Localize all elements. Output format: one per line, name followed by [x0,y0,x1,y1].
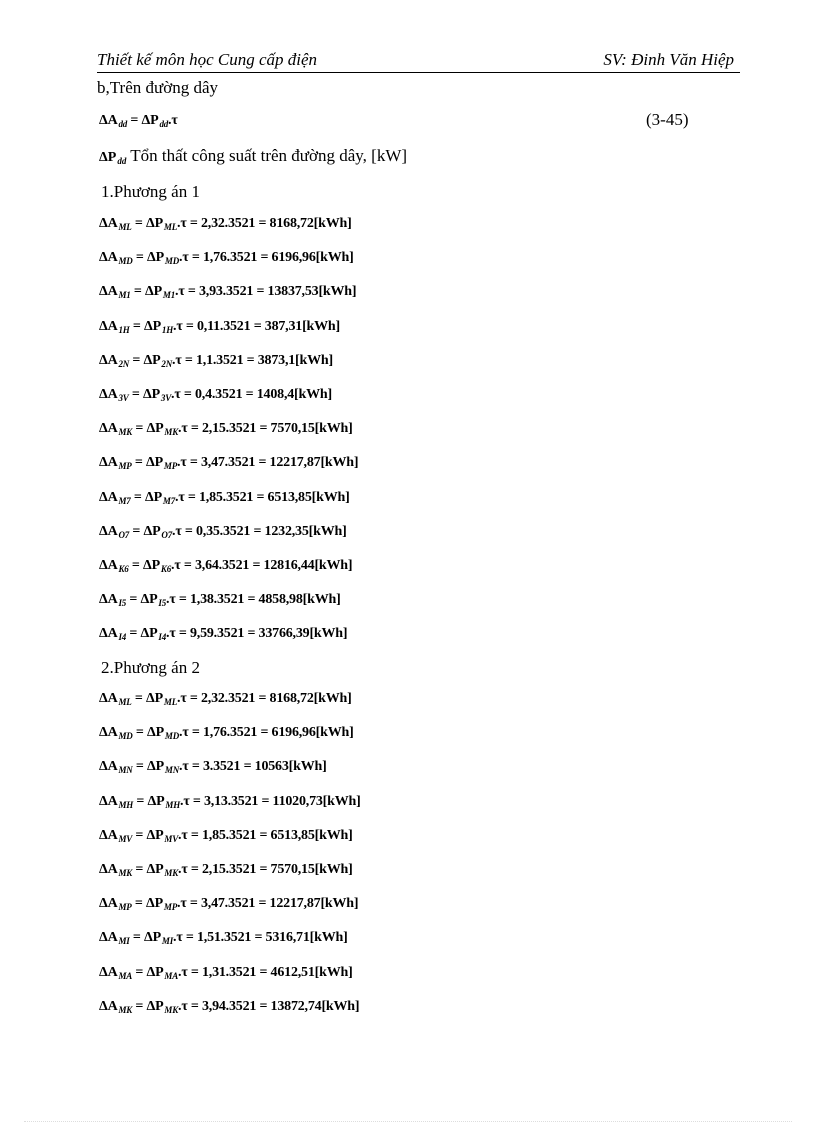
section-title: b,Trên đường dây [97,78,218,97]
plan2-equation: $\Delta A_{MK} = \Delta P_{MK}.\tau = 3,94.3521 = 13872,74[kWh]$ [99,998,360,1015]
plan2-equation: $\Delta A_{MI} = \Delta P_{MI}.\tau = 1,51.3521 = 5316,71[kWh]$ [99,930,348,947]
plan2-equation: $\Delta A_{MD} = \Delta P_{MD}.\tau = 1,76.3521 = 6196,96[kWh]$ [99,725,354,742]
plan1-equation: $\Delta A_{I4} = \Delta P_{I4}.\tau = 9,59.3521 = 33766,39[kWh]$ [99,626,348,643]
plan1-equation: $\Delta A_{I5} = \Delta P_{I5}.\tau = 1,38.3521 = 4858,98[kWh]$ [99,592,341,609]
formula-number: (3-45) [646,110,689,129]
plan1-equation: $\Delta A_{M7} = \Delta P_{M7}.\tau = 1,85.3521 = 6513,85[kWh]$ [99,489,350,506]
plan1-equation: $\Delta A_{M1} = \Delta P_{M1}.\tau = 3,93.3521 = 13837,53[kWh]$ [99,284,357,301]
plan2-equation: $\Delta A_{MN} = \Delta P_{MN}.\tau = 3.3521 = 10563[kWh]$ [99,759,327,776]
header-student-name: SV: Đinh Văn Hiệp [603,50,734,69]
plan2-equation: $\Delta A_{ML} = \Delta P_{ML}.\tau = 2,32.3521 = 8168,72[kWh]$ [99,691,352,707]
plan2-title: 2.Phương án 2 [101,658,200,677]
plan2-equation: $\Delta A_{MV} = \Delta P_{MV}.\tau = 1,85.3521 = 6513,85[kWh]$ [99,827,353,844]
plan1-equation: $\Delta A_{ML} = \Delta P_{ML}.\tau = 2,32.3521 = 8168,72[kWh]$ [99,216,352,232]
plan1-equation: $\Delta A_{MP} = \Delta P_{MP}.\tau = 3,47.3521 = 12217,87[kWh]$ [99,455,359,472]
definition-line: $\Delta P_{dd}$ Tổn thất công suất trên đường dây, [kW] [99,146,408,166]
plan1-equation: $\Delta A_{1H} = \Delta P_{1H}.\tau = 0,11.3521 = 387,31[kWh]$ [99,318,340,335]
page-bottom-border [24,1121,792,1122]
plan1-equation: $\Delta A_{MD} = \Delta P_{MD}.\tau = 1,76.3521 = 6196,96[kWh]$ [99,250,354,267]
plan2-equation: $\Delta A_{MP} = \Delta P_{MP}.\tau = 3,47.3521 = 12217,87[kWh]$ [99,896,359,913]
header-course-title: Thiết kế môn học Cung cấp điện [97,50,318,69]
plan2-equation: $\Delta A_{MK} = \Delta P_{MK}.\tau = 2,15.3521 = 7570,15[kWh]$ [99,862,353,878]
plan1-equation: $\Delta A_{O7} = \Delta P_{O7}.\tau = 0,35.3521 = 1232,35[kWh]$ [99,523,347,540]
plan2-equation: $\Delta A_{MH} = \Delta P_{MH}.\tau = 3,13.3521 = 11020,73[kWh]$ [99,793,361,810]
plan1-equation: $\Delta A_{3V} = \Delta P_{3V}.\tau = 0,4.3521 = 1408,4[kWh]$ [99,387,332,403]
plan1-equation: $\Delta A_{K6} = \Delta P_{K6}.\tau = 3,64.3521 = 12816,44[kWh]$ [99,558,353,574]
main-formula: $\Delta A_{dd} = \Delta P_{dd}.\tau$ [99,113,178,129]
plan1-equation: $\Delta A_{2N} = \Delta P_{2N}.\tau = 1,1.3521 = 3873,1[kWh]$ [99,352,333,369]
plan2-equation: $\Delta A_{MA} = \Delta P_{MA}.\tau = 1,31.3521 = 4612,51[kWh]$ [99,964,353,981]
plan1-equation: $\Delta A_{MK} = \Delta P_{MK}.\tau = 2,15.3521 = 7570,15[kWh]$ [99,421,353,438]
page-header [97,48,740,73]
plan1-title: 1.Phương án 1 [101,182,200,201]
